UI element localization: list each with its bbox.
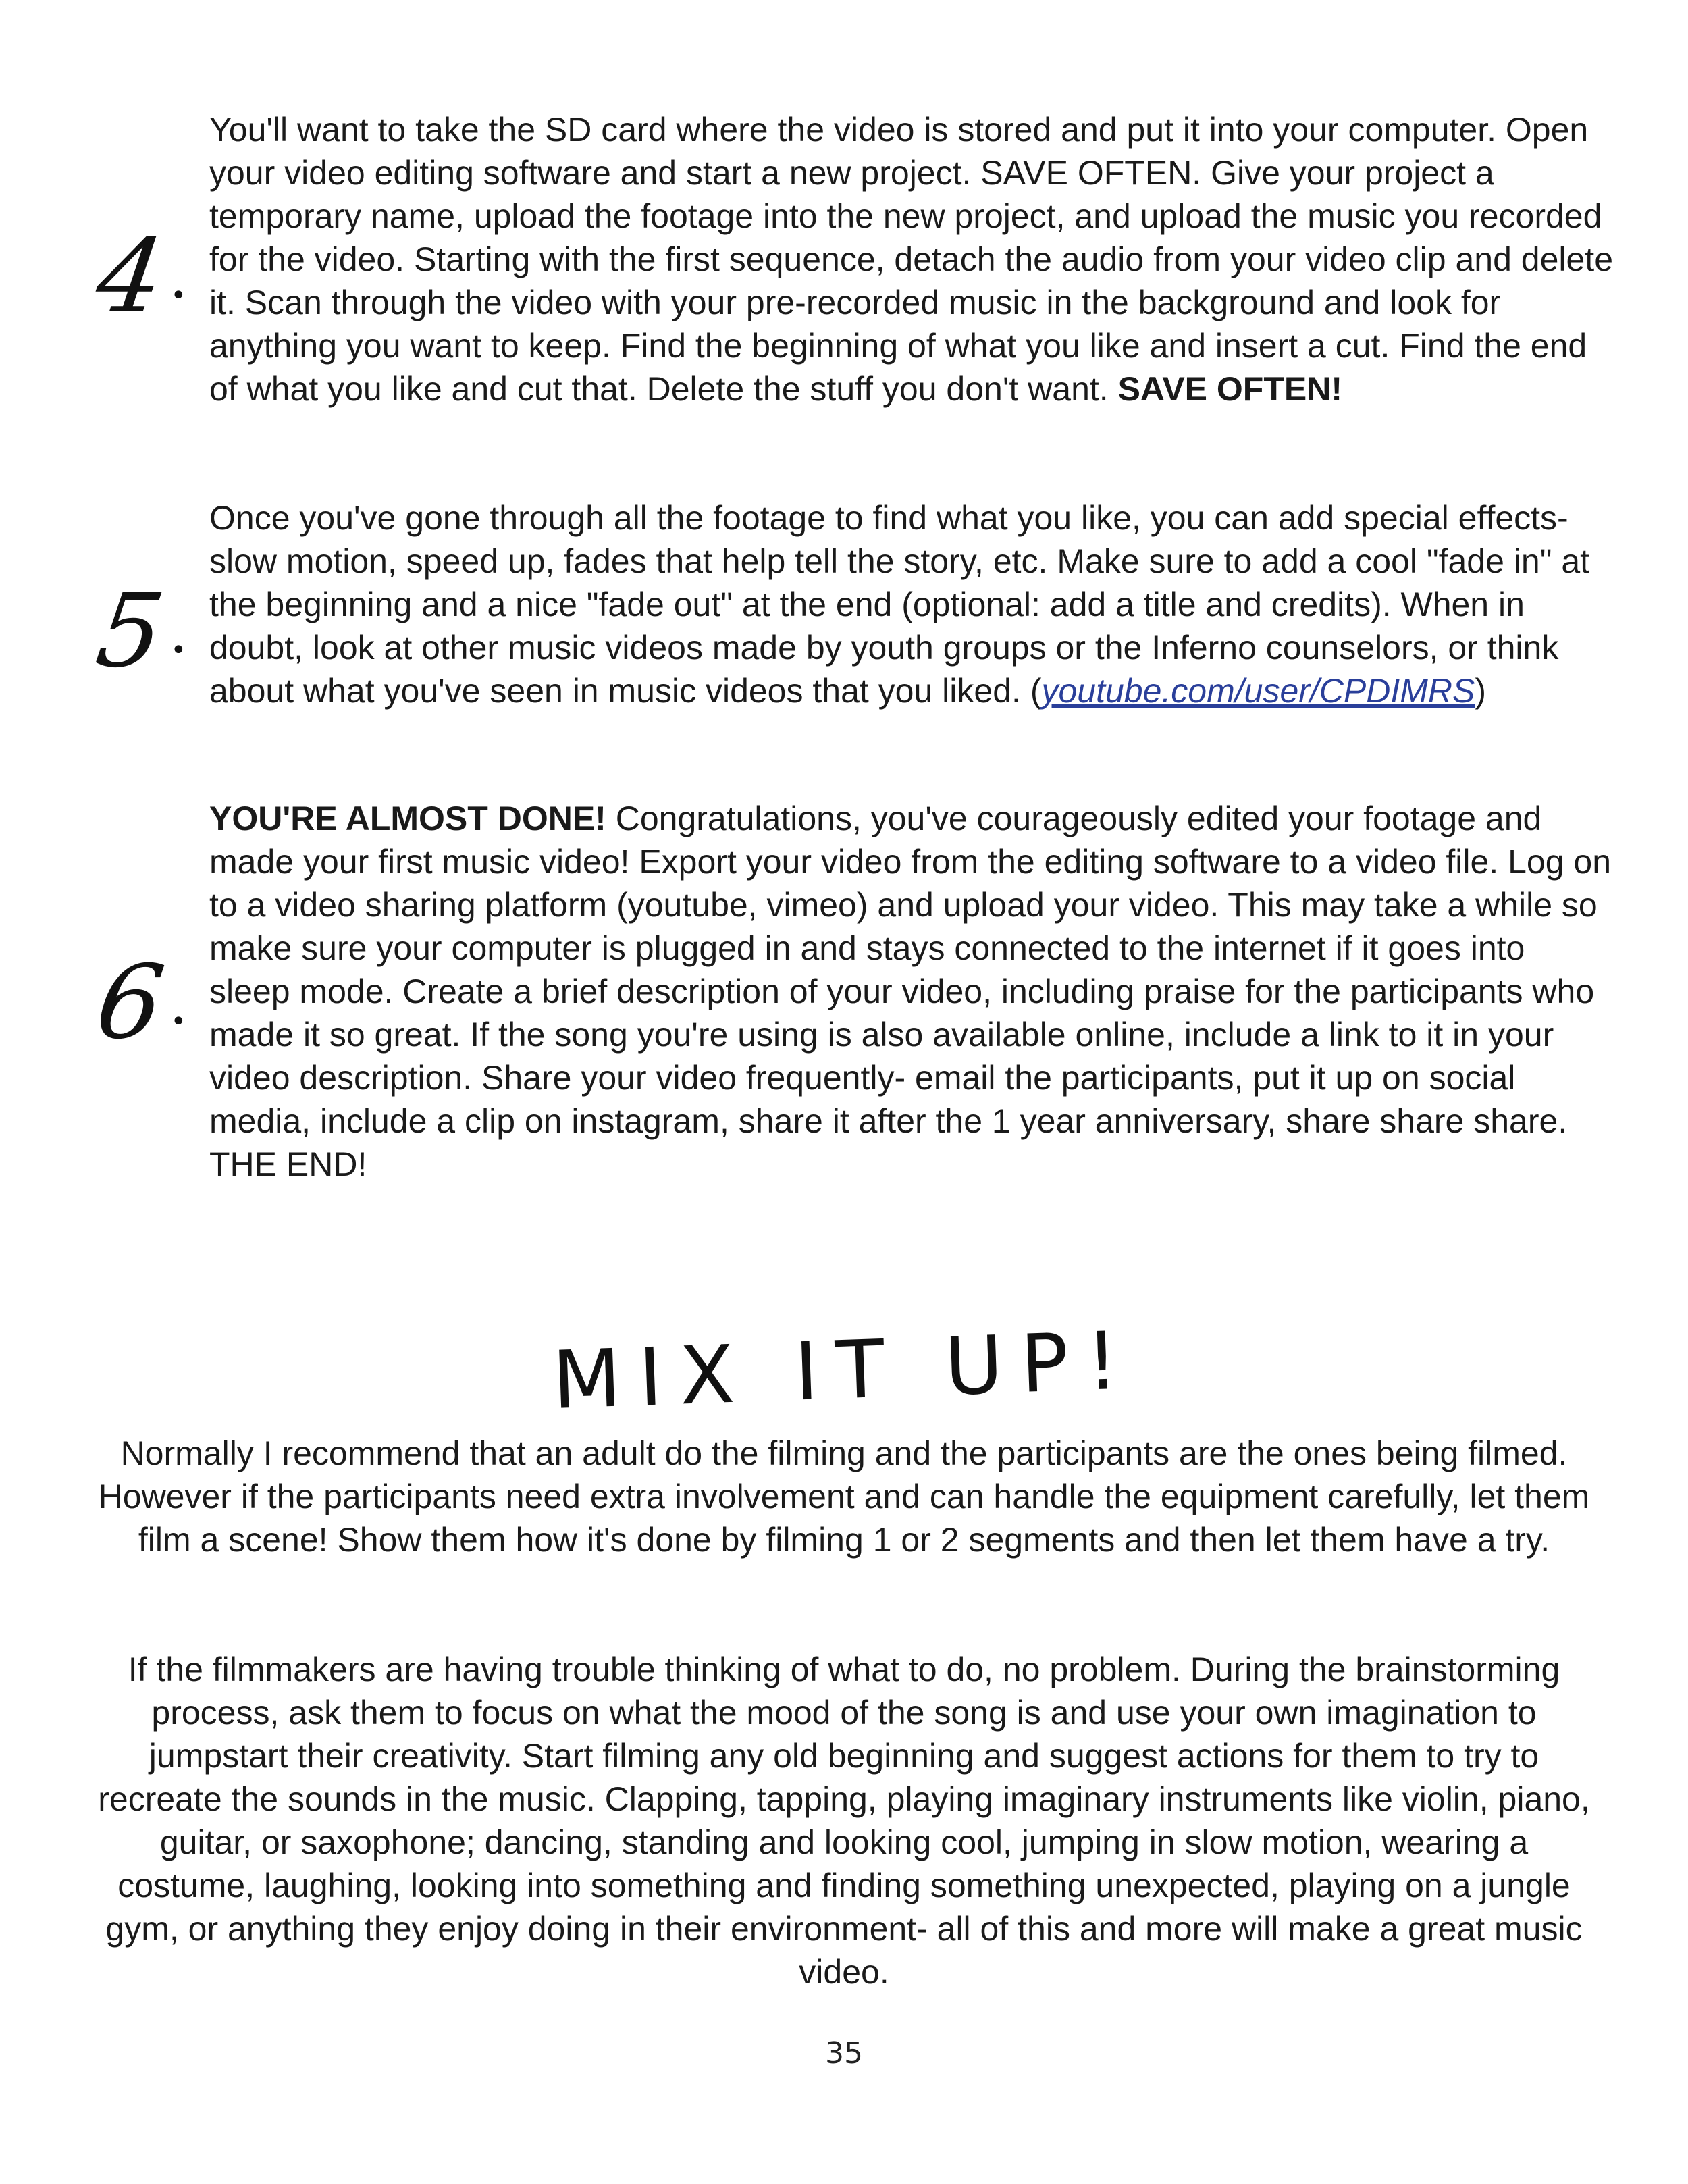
step-number-4: 4• xyxy=(89,218,187,336)
youtube-channel-link[interactable]: youtube.com/user/CPDIMRS xyxy=(1041,672,1475,710)
step-6-bold-start: YOU'RE ALMOST DONE! xyxy=(209,800,606,837)
step-6-body: Congratulations, you've courageously edited your footage and made your first music video! Export your video from the editing software to a video file. Log on to a video sharing platform (youtube, vimeo) and upload your video. This may take a while so make sure your computer is plugged in and stays connected to the internet if it goes into sleep mode. Create a brief description of your video, including praise for the participants who made it so great. If the song you're using is also available online, include a link to it in your video description. Share your video frequently- email the participants, put it up on social media, include a clip on instagram, share it after the 1 year anniversary, share share share. THE END! xyxy=(209,800,1612,1183)
mix-it-up-heading: MIX IT UP! xyxy=(550,1313,1138,1428)
page-number: 35 xyxy=(825,2036,863,2071)
step-5-text: Once you've gone through all the footage to find what you like, you can add special effects- slow motion, speed up, fades that help tell the story, etc. Make sure to add a cool "fade in" at the beginning and a nice "fade out" at the end (optional: add a title and credits). When in doubt, look at other music videos made by youth groups or the Inferno counselors, or think about what you've seen in music videos that you liked. (youtube.com/user/CPDIMRS) xyxy=(209,499,1590,710)
step-5-body: Once you've gone through all the footage to find what you like, you can add special effects- slow motion, speed up, fades that help tell the story, etc. Make sure to add a cool "fade in" at the beginning and a nice "fade out" at the end (optional: add a title and credits). When in doubt, look at other music videos made by youth groups or the Inferno counselors, or think about what you've seen in music videos that you liked. xyxy=(209,499,1590,710)
step-4-bold-end: SAVE OFTEN! xyxy=(1117,370,1342,408)
step-4-body: You'll want to take the SD card where the video is stored and put it into your computer. Open your video editing software and start a new project. SAVE OFTEN. Give your project a temporary name, upload the footage into the new project, and upload the music you recorded for the video. Starting with the first sequence, detach the audio from your video clip and delete it. Scan through the video with your pre-recorded music in the background and look for anything you want to keep. Find the beginning of what you like and insert a cut. Find the end of what you like and cut that. Delete the stuff you don't want. xyxy=(209,111,1614,408)
step-6-text xyxy=(209,797,1614,1186)
step-4-text xyxy=(209,108,1614,411)
mix-paragraph-2: If the filmmakers are having trouble thinking of what to do, no problem. During the brainstorming process, ask them to focus on what the mood of the song is and use your own imagination to jumpstart their creativity. Start filming any old beginning and suggest actions for them to try to recreate the sounds in the music. Clapping, tapping, playing imaginary instruments like violin, piano, guitar, or saxophone; dancing, standing and looking cool, jumping in slow motion, wearing a costume, laughing, looking into something and finding something unexpected, playing on a jungle gym, or anything they enjoy doing in their environment- all of this and more will make a great music video. xyxy=(98,1650,1590,1991)
mix-paragraph-1: Normally I recommend that an adult do the filming and the participants are the ones being filmed. However if the participants need extra involvement and can handle the equipment carefully, let them film a scene! Show them how it's done by filming 1 or 2 segments and then let them have a try. xyxy=(98,1434,1590,1559)
step-number-6: 6• xyxy=(89,944,187,1062)
step-number-5: 5• xyxy=(89,573,187,690)
